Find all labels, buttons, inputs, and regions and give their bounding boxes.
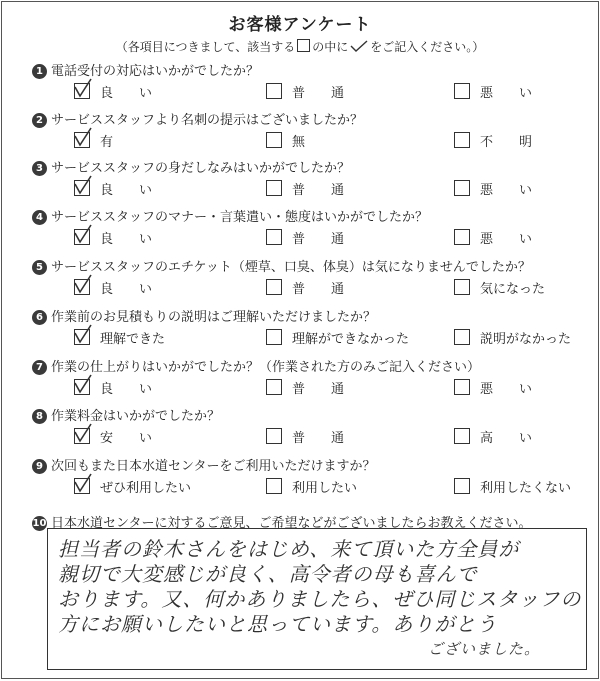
comment-line: おります。又、何かありましたら、ぜひ同じスタッフの: [58, 587, 582, 611]
option-2[interactable]: [266, 278, 344, 298]
option-2[interactable]: [266, 131, 305, 151]
option-label: 普 通: [292, 431, 345, 446]
option-1[interactable]: [74, 82, 152, 102]
option-label: 良 い: [100, 382, 153, 397]
checkbox-checked[interactable]: [74, 279, 90, 295]
option-1[interactable]: [74, 131, 113, 151]
option-3[interactable]: [454, 131, 532, 151]
question-number-badge: 3: [32, 161, 47, 176]
question-text: 作業料金はいかがでしたか？: [51, 409, 221, 424]
checkmark-icon: [72, 77, 94, 99]
option-label: 普 通: [292, 232, 345, 247]
checkmark-icon: [72, 323, 94, 345]
option-label: 普 通: [292, 86, 345, 101]
question-5: [32, 256, 592, 306]
question-2: [32, 109, 592, 159]
question-text: 電話受付の対応はいかがでしたか？: [51, 64, 260, 79]
instruction-text-middle: の中に: [312, 40, 349, 54]
checkmark-icon: [72, 422, 94, 444]
option-label: 気になった: [480, 282, 546, 297]
option-label: 利用したい: [292, 481, 358, 496]
option-label: 悪 い: [480, 86, 533, 101]
question-number-badge: 5: [32, 260, 47, 275]
checkmark-icon: [72, 174, 94, 196]
checkbox[interactable]: [266, 428, 282, 444]
option-label: 普 通: [292, 183, 345, 198]
question-number-badge: 6: [32, 310, 47, 325]
comment-line: 担当者の鈴木さんをはじめ、来て頂いた方全員が: [58, 537, 520, 561]
checkbox[interactable]: [454, 329, 470, 345]
checkbox[interactable]: [266, 180, 282, 196]
checkbox[interactable]: [454, 83, 470, 99]
option-label: 理解できた: [100, 332, 166, 347]
option-1[interactable]: [74, 427, 152, 447]
checkbox[interactable]: [454, 132, 470, 148]
checkbox[interactable]: [454, 478, 470, 494]
option-label: 良 い: [100, 232, 153, 247]
instruction-text-after: をご記入ください。）: [370, 40, 485, 54]
question-number-badge: 10: [32, 518, 47, 529]
checkbox[interactable]: [266, 229, 282, 245]
handwritten-comment: [58, 537, 583, 658]
option-label: 理解ができなかった: [292, 332, 410, 347]
question-text: 次回もまた日本水道センターをご利用いただけますか？: [51, 459, 376, 474]
checkbox[interactable]: [454, 379, 470, 395]
checkmark-icon: [72, 273, 94, 295]
question-number-badge: 1: [32, 64, 47, 79]
option-3[interactable]: [454, 82, 532, 102]
option-label: 悪 い: [480, 382, 533, 397]
option-2[interactable]: [266, 328, 409, 348]
option-2[interactable]: [266, 378, 344, 398]
option-3[interactable]: [454, 278, 545, 298]
option-2[interactable]: [266, 82, 344, 102]
option-label: 良 い: [100, 86, 153, 101]
comment-line: 方にお願いしたいと思っています。ありがとう: [58, 612, 498, 636]
option-label: 普 通: [292, 382, 345, 397]
question-8: [32, 405, 592, 455]
option-label: 説明がなかった: [480, 332, 572, 347]
option-3[interactable]: [454, 328, 571, 348]
form-instruction: [2, 38, 598, 55]
checkbox-checked[interactable]: [74, 229, 90, 245]
checkbox[interactable]: [266, 379, 282, 395]
option-1[interactable]: [74, 328, 165, 348]
option-1[interactable]: [74, 179, 152, 199]
question-4: [32, 206, 592, 256]
checkbox-checked[interactable]: [74, 83, 90, 99]
option-label: 普 通: [292, 282, 345, 297]
checkbox-checked[interactable]: [74, 329, 90, 345]
question-text: サービススタッフより名刺の提示はございましたか？: [51, 113, 364, 128]
question-6: [32, 306, 592, 356]
checkbox-checked[interactable]: [74, 132, 90, 148]
checkbox[interactable]: [266, 478, 282, 494]
checkbox[interactable]: [454, 180, 470, 196]
question-text: 日本水道センターに対するご意見、ご希望などがございましたらお教えください。: [51, 516, 532, 531]
option-1[interactable]: [74, 477, 191, 497]
option-label: 良 い: [100, 183, 153, 198]
option-3[interactable]: [454, 228, 532, 248]
question-text: 作業前のお見積もりの説明はご理解いただけましたか？: [51, 310, 377, 325]
question-number-badge: 4: [32, 210, 47, 225]
option-label: 不 明: [480, 135, 533, 150]
checkbox[interactable]: [266, 132, 282, 148]
checkbox-sample-icon: [297, 39, 310, 52]
checkmark-icon: [72, 472, 94, 494]
question-number-badge: 8: [32, 409, 47, 424]
comment-line: 親切で大変感じが良く、高令者の母も喜んで: [58, 562, 478, 586]
checkmark-icon: [72, 373, 94, 395]
option-label: 高 い: [480, 431, 533, 446]
option-label: ぜひ利用したい: [100, 481, 192, 496]
checkbox[interactable]: [454, 229, 470, 245]
option-1[interactable]: [74, 228, 152, 248]
checkmark-icon: [72, 126, 94, 148]
checkbox-checked[interactable]: [74, 379, 90, 395]
option-label: 良 い: [100, 282, 153, 297]
option-2[interactable]: [266, 477, 357, 497]
question-text: サービススタッフのマナー・言葉遣い・態度はいかがでしたか？: [51, 210, 429, 225]
option-3[interactable]: [454, 427, 532, 447]
option-3[interactable]: [454, 477, 571, 497]
checkbox[interactable]: [266, 329, 282, 345]
option-3[interactable]: [454, 179, 532, 199]
checkbox-checked[interactable]: [74, 180, 90, 196]
checkbox[interactable]: [454, 279, 470, 295]
question-text: サービススタッフのエチケット（煙草、口臭、体臭）は気になりませんでしたか？: [51, 260, 531, 275]
question-number-badge: 2: [32, 113, 47, 128]
option-2[interactable]: [266, 179, 344, 199]
comment-box[interactable]: [47, 528, 587, 670]
checkbox[interactable]: [266, 279, 282, 295]
option-1[interactable]: [74, 378, 152, 398]
option-label: 利用したくない: [480, 481, 572, 496]
option-label: 有: [100, 135, 114, 150]
checkbox[interactable]: [454, 428, 470, 444]
question-text: 作業の仕上がりはいかがでしたか？（作業された方のみご記入ください）: [51, 360, 481, 375]
form-title: お客様アンケート: [228, 15, 372, 35]
option-label: 悪 い: [480, 183, 533, 198]
comment-closing: ございました。: [428, 640, 541, 658]
question-7: [32, 356, 592, 406]
checkmark-icon: [72, 223, 94, 245]
question-9: [32, 455, 592, 505]
option-label: 悪 い: [480, 232, 533, 247]
option-1[interactable]: [74, 278, 152, 298]
option-2[interactable]: [266, 228, 344, 248]
instruction-text-before: （各項目につきまして、該当する: [115, 40, 296, 54]
question-1: [32, 60, 592, 110]
question-text: サービススタッフの身だしなみはいかがでしたか？: [51, 161, 351, 176]
checkbox-checked[interactable]: [74, 428, 90, 444]
survey-form: [1, 1, 599, 679]
option-2[interactable]: [266, 427, 344, 447]
question-number-badge: 7: [32, 360, 47, 375]
question-number-badge: 9: [32, 459, 47, 474]
option-label: 無: [292, 135, 306, 150]
checkbox-checked[interactable]: [74, 478, 90, 494]
option-3[interactable]: [454, 378, 532, 398]
checkbox[interactable]: [266, 83, 282, 99]
checkmark-sample-icon: [350, 40, 368, 52]
question-3: [32, 157, 592, 207]
option-label: 安 い: [100, 431, 153, 446]
